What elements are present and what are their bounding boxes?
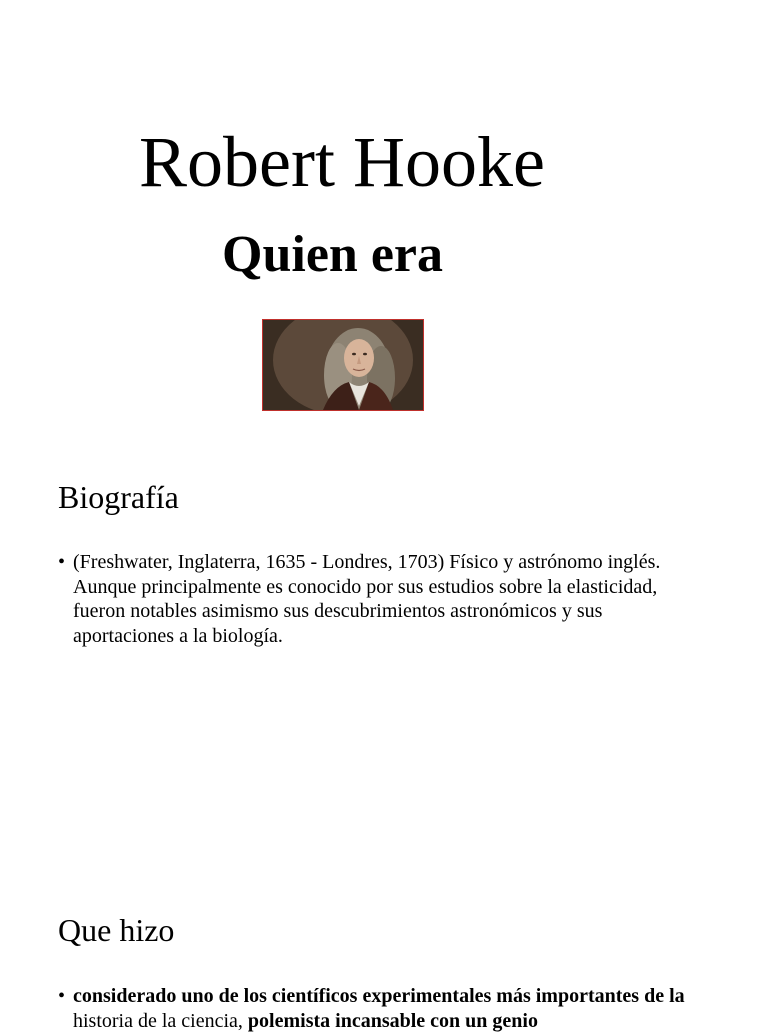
- biography-heading: Biografía: [58, 479, 179, 515]
- slide-title: Robert Hooke: [139, 122, 545, 202]
- bullet-icon: •: [58, 985, 66, 1007]
- portrait-illustration: [263, 320, 423, 410]
- que-hizo-text-bold-1: considerado uno de los científicos experimentales más importantes de la: [73, 985, 685, 1007]
- biography-bullet: [58, 550, 708, 648]
- bullet-icon: •: [58, 551, 66, 573]
- que-hizo-text-regular: historia de la ciencia,: [73, 1009, 248, 1032]
- que-hizo-heading: Que hizo: [58, 912, 175, 948]
- slide-subtitle: Quien era: [222, 226, 443, 283]
- portrait-image: [262, 319, 424, 411]
- que-hizo-text-bold-2: polemista incansable con un genio: [247, 1009, 538, 1032]
- que-hizo-text: [58, 984, 708, 1033]
- que-hizo-bullet: [58, 984, 708, 1033]
- biography-text: (Freshwater, Inglaterra, 1635 - Londres, 1703) Físico y astrónomo inglés. Aunque principalmente es conocido por sus estudios sobre la elasticidad, fueron notables asimismo sus descubrimientos astronómicos y sus aportaciones a la biología.: [73, 551, 661, 647]
